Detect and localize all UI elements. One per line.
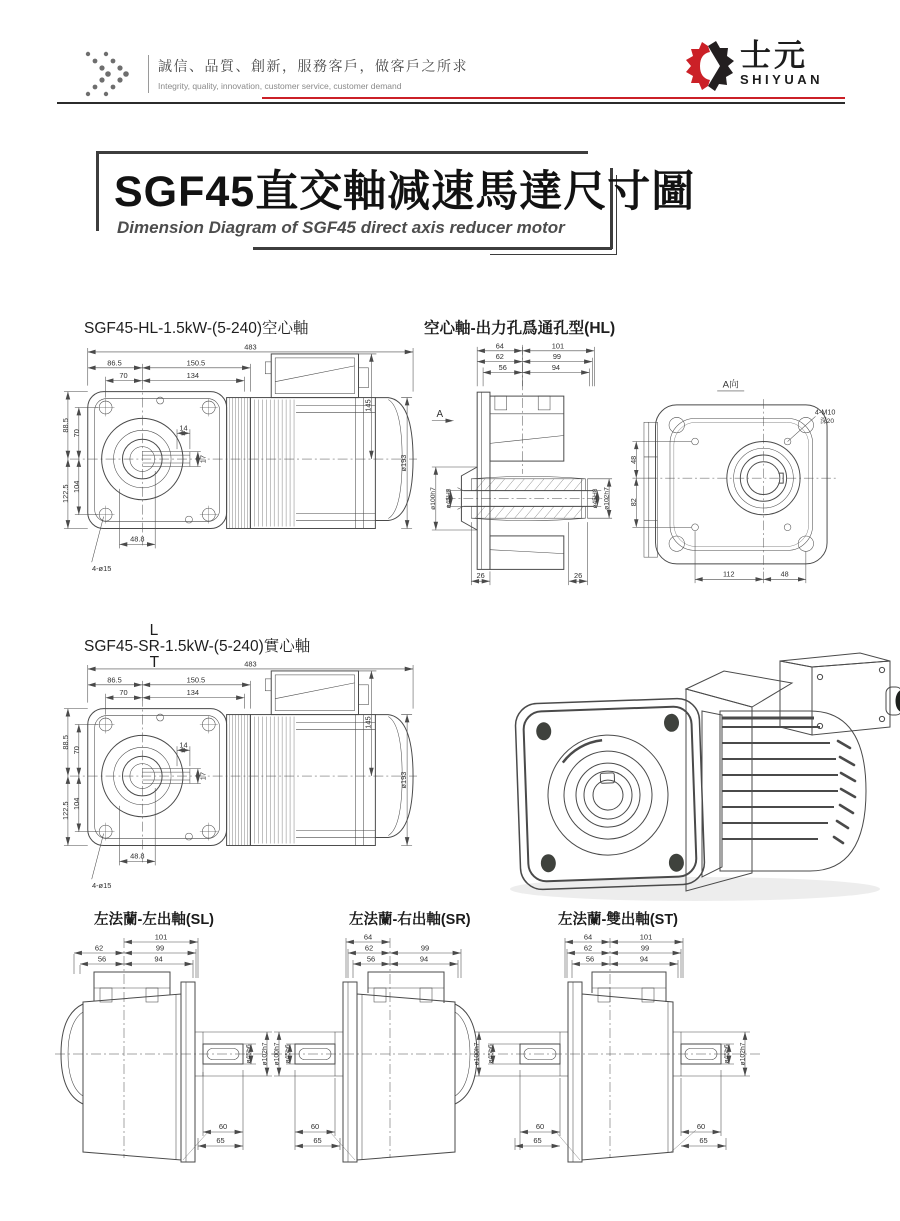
- page-title: SGF45直交軸减速馬達尺寸圖: [114, 168, 696, 216]
- label-sl: 左法蘭-左出軸(SL): [94, 912, 215, 928]
- dim-motor-d: ø193: [399, 771, 409, 789]
- section-s-post: -1.5kW-(5-240)實心軸: [159, 638, 311, 655]
- dim-w1: 86.5: [107, 358, 122, 368]
- sl-body: [55, 938, 275, 1162]
- dim-t3r: 94: [154, 954, 163, 964]
- dim-w1: 86.5: [107, 675, 122, 685]
- dim-b1: 112: [723, 569, 735, 579]
- dim-t2l: 62: [94, 943, 104, 953]
- dim-total: 483: [244, 342, 257, 352]
- sr-body: [272, 938, 485, 1162]
- dim-b2: 65: [216, 1136, 225, 1145]
- dim-t1l: 64: [495, 341, 504, 351]
- title-frame-shadow-b: [490, 254, 616, 255]
- dim-t1r: 101: [551, 341, 565, 351]
- hollow-shaft-section: [446, 345, 609, 569]
- dim-t3l: 56: [97, 954, 107, 964]
- dim-bl1: 60: [535, 1122, 545, 1131]
- dim-left-od: ø100h7: [430, 487, 438, 510]
- note-depth: 深20: [820, 418, 834, 426]
- header-motto-zh: 誠信、品質、創新，服務客戶，做客戶之所求: [158, 58, 468, 74]
- dim-b2: 48: [780, 569, 789, 579]
- section-s-variant-l: L: [149, 622, 159, 639]
- dimensions: [273, 933, 461, 1151]
- dim-key-h: 17: [198, 454, 208, 464]
- dim-h1: 88.5: [60, 418, 70, 433]
- dim-w4: 134: [186, 688, 200, 698]
- dim-t3r: 94: [419, 954, 429, 964]
- header-motto-en: Integrity, quality, innovation, customer service, customer demand: [158, 81, 402, 91]
- dimensions: [473, 933, 750, 1151]
- gear-logo-icon: [686, 40, 734, 92]
- dim-b1: 60: [218, 1122, 228, 1131]
- dim-key-w: 14: [179, 423, 188, 433]
- dim-l-shaft: ø45h6: [487, 1044, 495, 1064]
- dim-t2r: 99: [420, 943, 430, 953]
- label-st: 左法蘭-雙出軸(ST): [558, 912, 679, 928]
- header-rule-red: [262, 97, 845, 99]
- dim-h4: 104: [71, 480, 81, 494]
- section-s-variant-t: T: [149, 654, 160, 671]
- dim-bl2: 65: [533, 1136, 542, 1145]
- dim-t1r: 101: [639, 932, 653, 942]
- drawing-sr: [270, 932, 495, 1162]
- dim-br2: 65: [699, 1136, 708, 1145]
- dim-t2l: 62: [495, 352, 504, 362]
- brand-name-zh: 士元: [740, 38, 808, 73]
- dim-left-id: ø45H8: [445, 488, 453, 509]
- dim-t2l: 62: [364, 943, 374, 953]
- dim-t2r: 99: [155, 943, 165, 953]
- section-s-pre: SGF45-S: [84, 638, 149, 655]
- dim-h2: 70: [71, 429, 81, 438]
- a-view-flange: [644, 379, 837, 572]
- dim-t3l: 56: [585, 954, 595, 964]
- dim-b1: 60: [310, 1122, 320, 1131]
- dim-holes: 4-ø15: [91, 881, 112, 891]
- brand-logo: [686, 40, 823, 92]
- section-s-variant-r: R: [148, 638, 160, 655]
- dim-w4: 134: [186, 371, 200, 381]
- drawing-hl-section: [424, 340, 616, 593]
- dim-holes: 4-ø15: [91, 564, 112, 574]
- dimensions: [430, 341, 612, 585]
- dim-w2: 150.5: [186, 358, 206, 368]
- dim-motor-h: 145: [363, 399, 373, 412]
- dim-r-hub: ø102h7: [739, 1042, 747, 1066]
- dim-br1: 60: [696, 1122, 706, 1131]
- dim-w3: 70: [119, 688, 128, 698]
- dim-h2: 70: [71, 746, 81, 755]
- dim-total: 483: [244, 659, 257, 669]
- dim-r-shaft: ø45h6: [723, 1044, 731, 1064]
- note-m10: 4-M10: [814, 407, 836, 417]
- dim-hub-d: ø102h7: [261, 1042, 269, 1066]
- drawing-st: [468, 932, 770, 1162]
- dim-motor-h: 145: [363, 716, 373, 729]
- chevron-logo-icon: [84, 50, 140, 98]
- dim-b2: 65: [313, 1136, 322, 1145]
- dim-t2r: 99: [640, 943, 650, 953]
- dimensions: [74, 933, 272, 1151]
- a-view-title: A向: [722, 379, 739, 391]
- dim-v2: 82: [628, 498, 638, 507]
- dim-t1l: 64: [583, 932, 593, 942]
- product-photo: [490, 615, 882, 907]
- dim-right-od: ø102h7: [603, 487, 611, 510]
- dim-t1r: 101: [154, 932, 168, 942]
- dim-b-l: 26: [476, 571, 485, 581]
- dim-v1: 48: [628, 455, 638, 464]
- section-hl-right-label: 空心軸-出力孔爲通孔型(HL): [424, 320, 616, 337]
- drawing-front-side-s: [58, 657, 420, 910]
- dim-bore: 48.8: [130, 534, 145, 544]
- dim-t3r: 94: [639, 954, 649, 964]
- dim-key-w: 14: [179, 740, 188, 750]
- dim-t2l: 62: [583, 943, 593, 953]
- title-frame-bottom: [253, 247, 612, 250]
- dim-t3l: 56: [498, 363, 507, 373]
- drawing-a-view: [622, 376, 850, 588]
- dim-shaft-d: ø45h6: [284, 1044, 292, 1064]
- drawing-front-side-hl: [58, 340, 420, 593]
- dim-shaft-d: ø45h6: [245, 1044, 253, 1064]
- header-divider: [148, 55, 149, 93]
- brand-name-en: SHIYUAN: [740, 72, 824, 87]
- dim-right-id: ø45H8: [592, 488, 600, 509]
- view-arrow-label: A: [436, 408, 444, 420]
- drawing-sl: [50, 932, 282, 1162]
- label-sr: 左法蘭-右出軸(SR): [349, 912, 471, 928]
- dim-key-h: 17: [198, 771, 208, 781]
- dimensions: [629, 408, 836, 584]
- dim-l-hub: ø100h7: [473, 1042, 481, 1066]
- dim-t3l: 56: [366, 954, 376, 964]
- dim-h4: 104: [71, 797, 81, 811]
- dim-bore: 48.8: [130, 851, 145, 861]
- dim-w2: 150.5: [186, 675, 206, 685]
- dim-h1: 88.5: [60, 735, 70, 750]
- dim-hub-d: ø100h7: [273, 1042, 281, 1066]
- dim-t3r: 94: [551, 363, 561, 373]
- motor-side-view: [227, 671, 413, 846]
- title-frame-top: [96, 151, 588, 154]
- title-frame-left: [96, 151, 99, 231]
- dim-w3: 70: [119, 371, 128, 381]
- dim-b-r: 26: [573, 571, 583, 581]
- section-hl-label: SGF45-HL-1.5kW-(5-240)空心軸: [84, 320, 309, 337]
- dim-h3: 122.5: [60, 801, 70, 821]
- page-subtitle: Dimension Diagram of SGF45 direct axis reducer motor: [117, 218, 565, 237]
- motor-side-view: [227, 354, 413, 529]
- dim-t2r: 99: [552, 352, 562, 362]
- dim-h3: 122.5: [60, 484, 70, 504]
- header-rule-black: [57, 102, 845, 104]
- dim-motor-d: ø193: [399, 454, 409, 472]
- dim-t1l: 64: [363, 932, 373, 942]
